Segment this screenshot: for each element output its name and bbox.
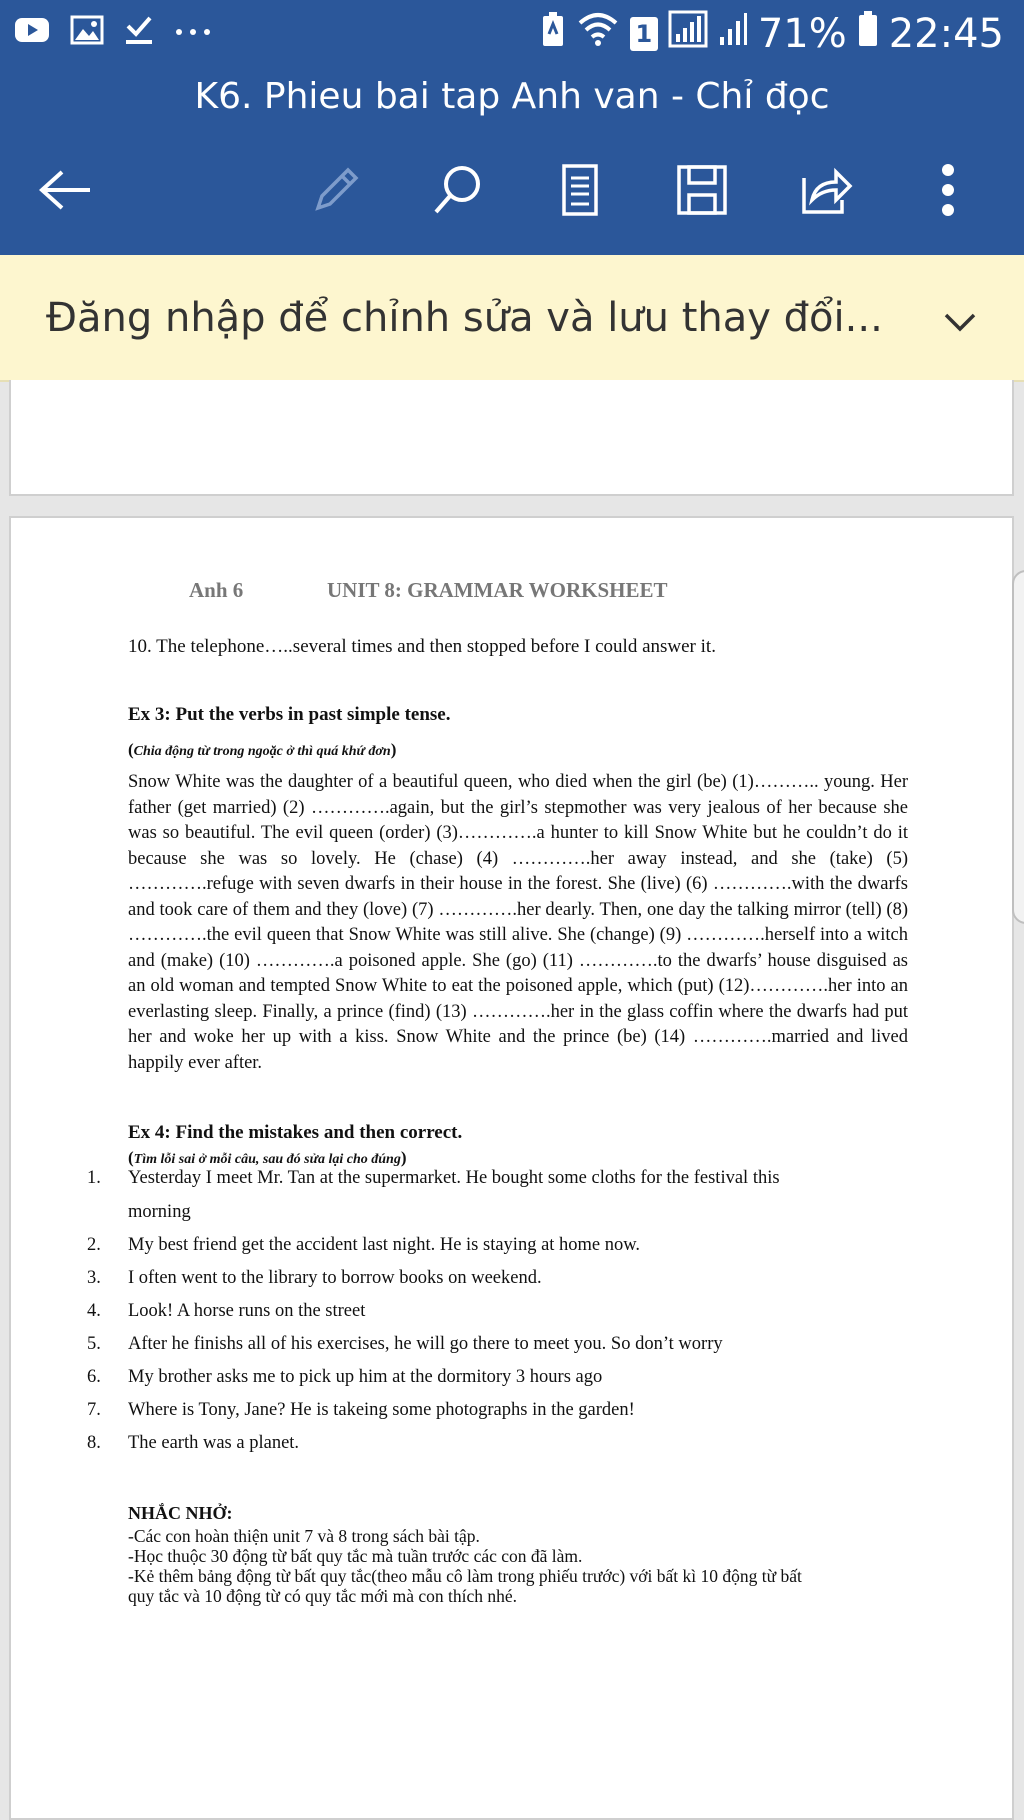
share-icon[interactable] [796,160,856,220]
reminder-title: NHẮC NHỞ: [128,1503,233,1523]
back-arrow-icon[interactable] [36,160,96,220]
reminder-line: quy tắc và 10 động từ có quy tắc mới mà con thích nhé. [128,1586,518,1606]
clock: 22:45 [888,11,1004,57]
scroll-handle[interactable] [1012,570,1024,924]
ex3-subtitle: (Chia động từ trong ngoặc ở thì quá khứ đơn) [128,740,397,759]
sign-in-banner-text: Đăng nhập để chỉnh sửa và lưu thay đổi... [46,295,883,341]
save-icon[interactable] [672,160,732,220]
chevron-down-icon[interactable] [940,301,980,341]
ex3-title: Ex 3: Put the verbs in past simple tense. [128,704,451,725]
signal-icon-2 [718,11,748,57]
previous-page [9,380,1014,496]
reminder-line: -Học thuộc 30 động từ bất quy tắc mà tuần trước các con đã làm. [128,1546,583,1566]
ex3-paragraph: Snow White was the daughter of a beautiful queen, who died when the girl (be) (1)……….. young. Her father (get married) (2) ………….again, but the girl’s stepmother was very jealous of her because she was so beautiful. The evil queen (order) (3)………….a hunter to kill Snow White but he couldn’t do it because she was so lovely. He (chase) (4) ………….her away instead, and she (take) (5) ………….refuge with seven dwarfs in their house in the forest. She (live) (6) ………….with the dwarfs and took care of them and they (love) (7) ………….her dearly. Then, one day the talking mirror (tell) (8) ………….the evil queen that Snow White was still alive. She (change) (9) ………….herself into a witch and (make) (10) ………….a poisoned apple. She (go) (11) ………….to the dwarfs’ house disguised as an old woman and tempted Snow White to eat the poisoned apple, which (put) (12)………….her into an everlasting sleep. Finally, a prince (find) (13) ………….her in the glass coffin where the dwarfs had put her and woke her up with a kiss. Snow White and the prince (be) (14) ………….married and lived happily ever after. [128,772,908,1073]
document-page[interactable]: Anh 6 UNIT 8: GRAMMAR WORKSHEET 10. The telephone…..several times and then stopped before I could answer it. Ex 3: Put the verbs in past simple tense. (Chia động từ trong ngoặc ở thì quá khứ đơn) Snow White was the daughter of a beautiful queen, who died when the girl (be) (1)……….. young. Her father (get married) (2) ………….again, but the girl’s stepmother was very jealous of her because she was so beautiful. The evil queen (order) (3)………….a hunter to kill Snow White but he couldn’t do it because she was so lovely. He (chase) (4) ………….her away instead, and she (take) (5) ………….refuge with seven dwarfs in their house in the forest. She (live) (6) ………….with the dwarfs and took care of them and they (love) (7) ………….her dearly. Then, one day the talking mirror (tell) (8) ………….the evil queen that Snow White was still alive. She (change) (9) ………….herself into a witch and (make) (10) ………….a poisoned apple. She (go) (11) ………….to the dwarfs’ house disguised as an old woman and tempted Snow White to eat the poisoned apple, which (put) (12)………….her into an everlasting sleep. Finally, a prince (find) (13) ………….her in the glass coffin where the dwarfs had put her and woke her up with a kiss. Snow White and the prince (be) (14) ………….married and lived happily ever after. Ex 4: Find the mistakes and then correct. (Tìm lỗi sai ở mỗi câu, sau đó sửa lại cho đúng) 1. Yesterday I meet Mr. Tan at the supermarket. He bought some cloths for the festival this morning 2. My best friend get the accident last night. He is staying at home now. 3. I often went to the library to borrow books on weekend. 4. Look! A horse runs on the street 5. After he finishs all of his exercises, he will go there to meet you. So don’t worry 6. My brother asks me to pick up him at the dormitory 3 hours ago 7. Where is Tony, Jane? He is takeing some photographs in the garden! 8. The earth was a planet. NHẮC NHỞ: -Các con hoàn thiện unit 7 và 8 trong sách bài tập. -Học thuộc 30 động từ bất quy tắc mà tuần trước các con đã làm. -Kẻ thêm bảng động từ bất quy tắc(theo mẫu cô làm trong phiếu trước) với bất kì 10 động từ bất quy tắc và 10 động từ có quy tắc mới mà con thích nhé. [9,516,1014,1820]
gallery-icon [70,15,104,50]
question-10: 10. The telephone…..several times and then stopped before I could answer it. [128,636,716,657]
youtube-icon [14,16,50,49]
edit-pencil-icon[interactable] [306,160,366,220]
sign-in-banner[interactable] [0,255,1024,382]
header-subject: Anh 6 [189,578,244,602]
app-header [0,0,1024,255]
download-done-icon [124,14,154,51]
search-icon[interactable] [428,160,488,220]
header-title: UNIT 8: GRAMMAR WORKSHEET [327,578,668,602]
wifi-icon [576,11,620,57]
reading-view-icon[interactable] [550,160,610,220]
reminder-line: -Các con hoàn thiện unit 7 và 8 trong sách bài tập. [128,1526,480,1546]
toolbar [0,150,1024,230]
status-bar [0,0,1024,72]
battery-icon [857,10,879,58]
signal-icon [668,10,708,58]
battery-saver-icon [540,10,566,58]
sim-icon: 1 [630,17,658,51]
more-dots-icon [174,24,214,42]
document-title: K6. Phieu bai tap Anh van - Chỉ đọc [194,76,830,117]
more-vertical-icon[interactable] [918,160,978,220]
ex4-subtitle: (Tìm lỗi sai ở mỗi câu, sau đó sửa lại cho đúng) [128,1148,407,1167]
reminder-line: -Kẻ thêm bảng động từ bất quy tắc(theo mẫu cô làm trong phiếu trước) với bất kì 10 động từ bất [128,1566,802,1586]
ex4-title: Ex 4: Find the mistakes and then correct. [128,1122,463,1143]
battery-percent: 71% [757,11,847,57]
